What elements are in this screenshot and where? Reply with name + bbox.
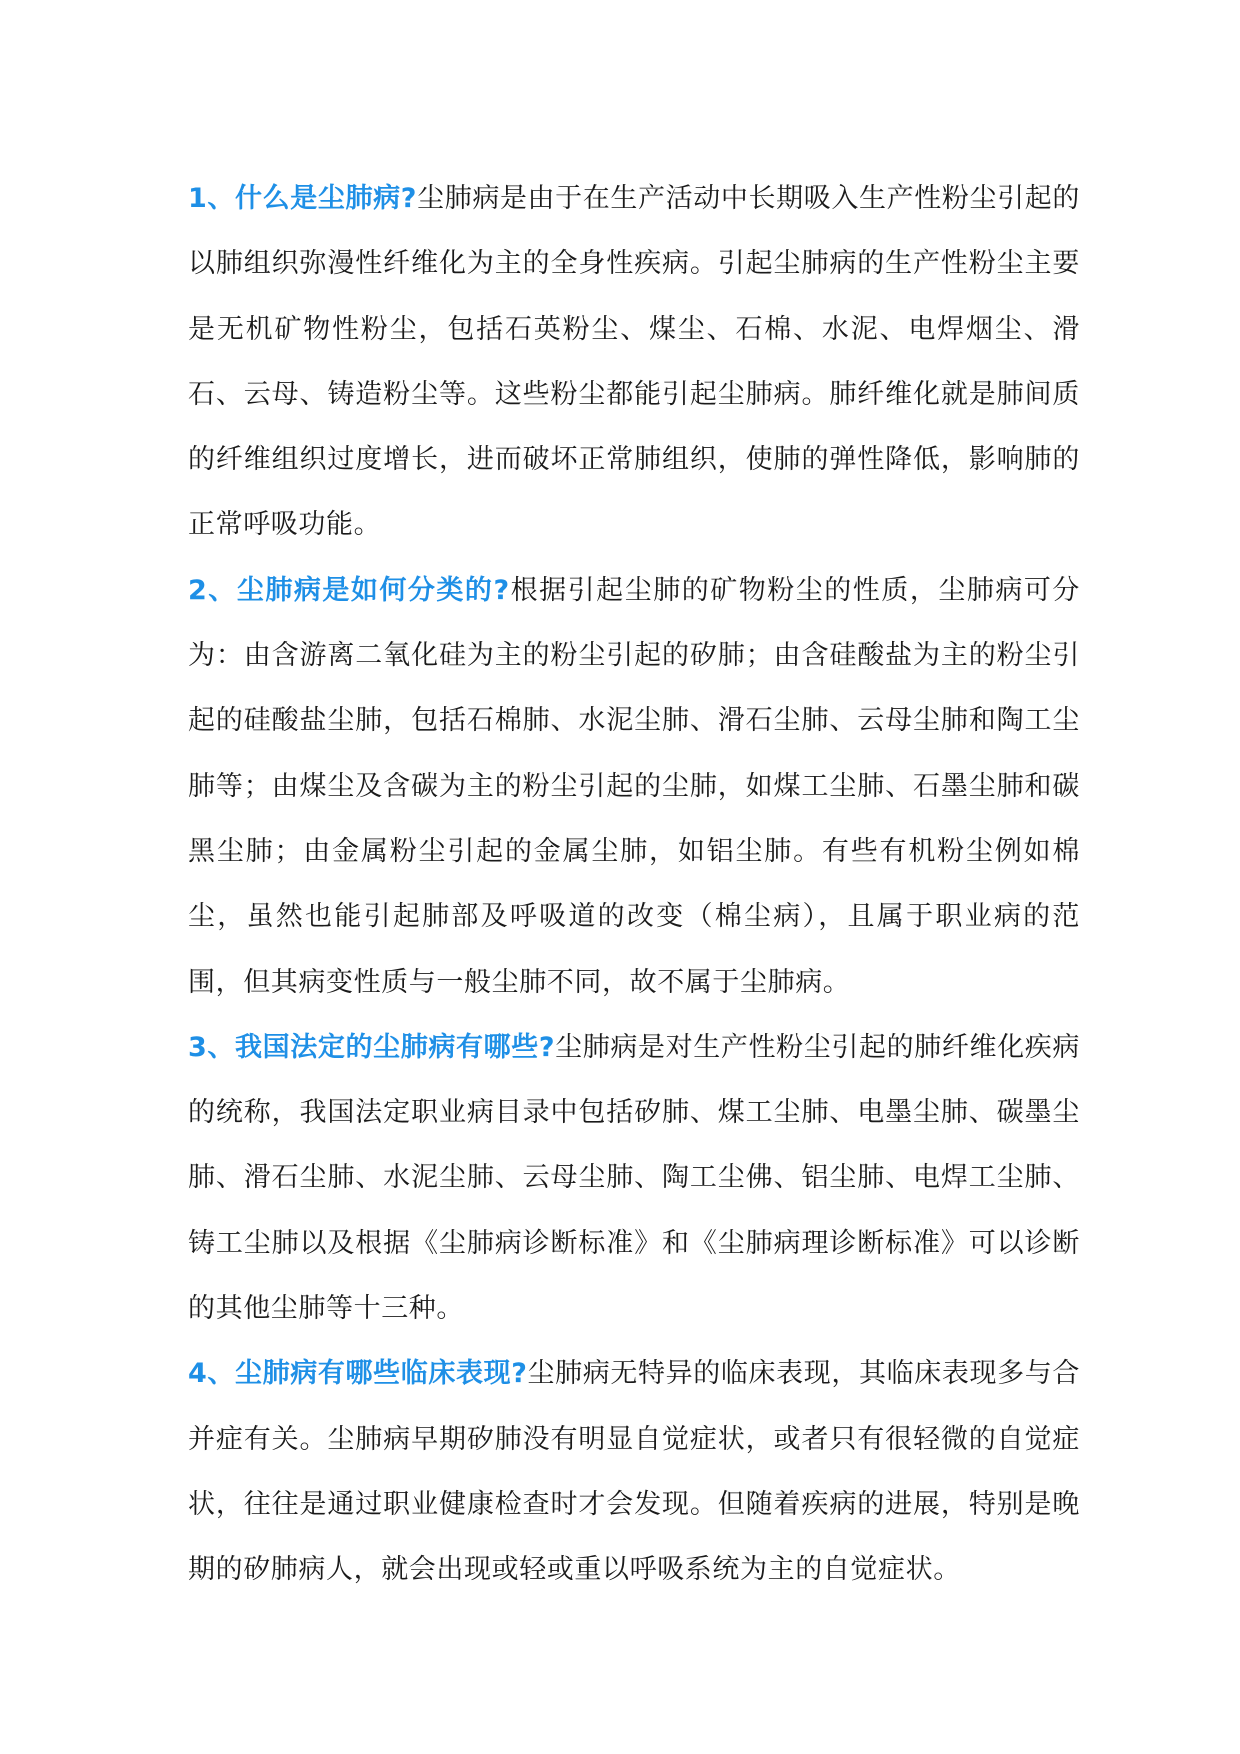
question-heading: 4、尘肺病有哪些临床表现? — [188, 1358, 528, 1390]
document-body — [188, 166, 1080, 1603]
answer-text: 尘肺病无特异的临床表现，其临床表现多与合并症有关。尘肺病早期矽肺没有明显自觉症状，或者只有很轻微的自觉症状，往往是通过职业健康检查时才会发现。但随着疾病的进展，特别是晚期的矽肺病人，就会出现或轻或重以呼吸系统为主的自觉症状。 — [188, 1358, 1080, 1586]
qa-item-2 — [188, 558, 1080, 1015]
answer-text: 尘肺病是对生产性粉尘引起的肺纤维化疾病的统称，我国法定职业病目录中包括矽肺、煤工尘肺、电墨尘肺、碳墨尘肺、滑石尘肺、水泥尘肺、云母尘肺、陶工尘佛、铝尘肺、电焊工尘肺、铸工尘肺以及根据《尘肺病诊断标准》和《尘肺病理诊断标准》可以诊断的其他尘肺等十三种。 — [188, 1031, 1080, 1325]
answer-text: 尘肺病是由于在生产活动中长期吸入生产性粉尘引起的以肺组织弥漫性纤维化为主的全身性疾病。引起尘肺病的生产性粉尘主要是无机矿物性粉尘，包括石英粉尘、煤尘、石棉、水泥、电焊烟尘、滑石、云母、铸造粉尘等。这些粉尘都能引起尘肺病。肺纤维化就是肺间质的纤维组织过度增长，进而破坏正常肺组织，使肺的弹性降低，影响肺的正常呼吸功能。 — [188, 183, 1080, 541]
answer-text: 根据引起尘肺的矿物粉尘的性质，尘肺病可分为：由含游离二氧化硅为主的粉尘引起的矽肺；由含硅酸盐为主的粉尘引起的硅酸盐尘肺，包括石棉肺、水泥尘肺、滑石尘肺、云母尘肺和陶工尘肺等；由煤尘及含碳为主的粉尘引起的尘肺，如煤工尘肺、石墨尘肺和碳黑尘肺；由金属粉尘引起的金属尘肺，如铝尘肺。有些有机粉尘例如棉尘，虽然也能引起肺部及呼吸道的改变（棉尘病），且属于职业病的范围，但其病变性质与一般尘肺不同，故不属于尘肺病。 — [188, 574, 1081, 998]
qa-item-1 — [188, 166, 1080, 558]
question-heading: 1、什么是尘肺病? — [188, 183, 418, 214]
qa-item-3 — [188, 1015, 1080, 1341]
qa-item-4 — [188, 1341, 1080, 1602]
question-heading: 2、尘肺病是如何分类的? — [188, 574, 510, 606]
question-heading: 3、我国法定的尘肺病有哪些? — [188, 1031, 556, 1063]
